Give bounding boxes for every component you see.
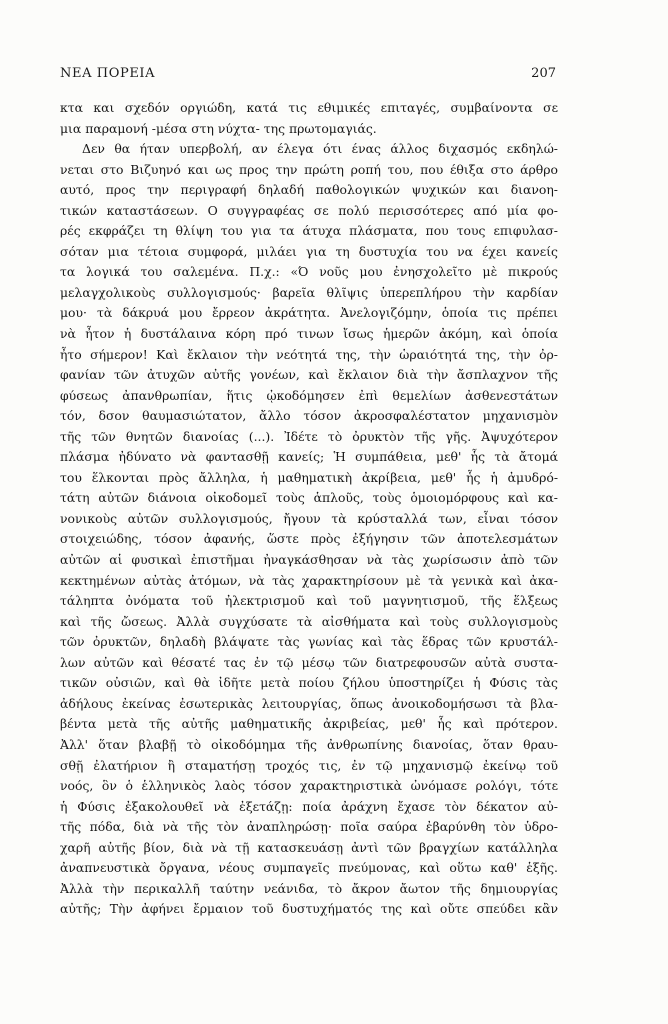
- text-line: σόταν μια τέτοια συμφορά, μιλάει για τη δυστυχία του να έχει κανείς: [60, 243, 558, 259]
- text-line: κεκτημένων αὐτὰς ἀτόμων, νὰ τὰς χαρακτηρίσουν μὲ τὰ γενικὰ καὶ ἀκα-: [60, 572, 558, 588]
- text-line: πλάσμα ἠδύνατο νὰ φαντασθῇ κανείς; Ἡ συμπάθεια, μεθ' ἧς τὰ ἄτομά: [60, 449, 558, 465]
- text-line: τῆς τῶν θνητῶν διανοίας (...). Ἰδέτε τὸ ὀρυκτὸν τῆς γῆς. Ἀψυχότερον: [60, 428, 558, 444]
- text-line: τῶν ὀρυκτῶν, δηλαδὴ βλάψατε τὰς γωνίας καὶ τὰς ἕδρας τῶν κρυστάλ-: [60, 634, 558, 650]
- text-line: στοιχειώδης, τόσον ἀφανής, ὥστε πρὸς ἐξήγησιν τῶν ἀποτελεσμάτων: [60, 531, 558, 547]
- text-line: φύσεως ἀπανθρωπίαν, ἥτις ᾠκοδόμησεν ἐπὶ θεμελίων ἀσθενεστάτων: [60, 387, 558, 403]
- text-line: χαρῆ αὐτῆς βίον, διὰ νὰ τῇ κατασκευάσῃ ἀντὶ τῶν βραγχίων κατάλληλα: [60, 839, 558, 855]
- text-line: τόν, δσον θαυμασιώτατον, ἄλλο τόσον ἀκροσφαλέστατον μηχανισμὸν: [60, 408, 558, 424]
- text-line: ρές εκφράζει τη θλίψη του για τα άτυχα πλάσματα, που τους επιφυλασ-: [60, 223, 558, 239]
- text-line: φανίαν τῶν ἀτυχῶν αὐτῆς γονέων, καὶ ἔκλαιον διὰ τὴν ἄσπλαχνον τῆς: [60, 367, 558, 383]
- text-line: ἀναπνευστικὰ ὄργανα, νέους συμπαγεῖς πνεύμονας, καὶ οὕτω καθ' ἑξῆς.: [60, 860, 558, 876]
- text-line: σθῇ ἐλατήριον ἢ σταματήσῃ τροχός τις, ἐν τῷ μηχανισμῷ ἐκείνῳ τοῦ: [60, 757, 558, 773]
- text-line: ἡ Φύσις ἐξακολουθεῖ νὰ ἐξετάζῃ: ποία ἀράχνη ἔχασε τὸν δέκατον αὐ-: [60, 798, 558, 814]
- text-line: βέντα μετὰ τῆς αὐτῆς μαθηματικῆς ἀκριβείας, μεθ' ἧς καὶ πρότερον.: [60, 716, 558, 732]
- text-line: αὐτῶν αἱ φυσικαὶ ἐπιστῆμαι ἠναγκάσθησαν νὰ τὰς χωρίσωσιν ἀπὸ τῶν: [60, 552, 558, 568]
- text-line: τάτη αὐτῶν διάνοια οἰκοδομεῖ τοὺς ἁπλοῦς, τοὺς ὁμοιομόρφους καὶ κα-: [60, 490, 558, 506]
- text-line: κτα και σχεδόν οργιώδη, κατά τις εθιμικές επιταγές, συμβαίνοντα σε: [60, 100, 558, 115]
- text-line: νὰ ἦτον ἡ δυστάλαινα κόρη πρό τινων ἴσως ἡμερῶν ἀκόμη, καὶ ὁποία: [60, 326, 558, 342]
- text-line: αυτό, προς την περιγραφή δηλαδή παθολογικών ψυχικών και διανοη-: [60, 182, 558, 198]
- text-line: τικών καταστάσεων. Ο συγγραφέας σε πολύ περισσότερες από μία φο-: [60, 202, 558, 218]
- text-line: Ἀλλὰ τὴν περικαλλῆ ταύτην νεάνιδα, τὸ ἄκρον ἄωτον τῆς δημιουργίας: [60, 880, 558, 896]
- text-line: μελαγχολικοὺς συλλογισμούς· βαρεῖα θλῖψις ὑπερεπλήρου τὴν καρδίαν: [60, 284, 558, 300]
- text-line: καὶ τῆς ὤσεως. Ἀλλὰ συγχύσατε τὰ αἰσθήματα καὶ τοὺς συλλογισμοὺς: [60, 613, 558, 629]
- text-line: Δεν θα ήταν υπερβολή, αν έλεγα ότι ένας άλλος διχασμός εκδηλώ-: [82, 141, 558, 157]
- text-line: νεται στο Βιζυηνό και ως προς την πρώτη ροπή του, που έθιξα στο άρθρο: [60, 161, 558, 177]
- text-line: τάληπτα ὀνόματα τοῦ ἠλεκτρισμοῦ καὶ τοῦ μαγνητισμοῦ, τῆς ἕλξεως: [60, 593, 558, 609]
- body-text: [60, 98, 558, 920]
- text-line: τῆς πόδα, διὰ νὰ τῆς τὸν ἀναπληρώσῃ· ποῖα σαύρα ἐβαρύνθη τὸν ὑδρο-: [60, 819, 558, 835]
- text-line: ἦτο σήμερον! Καὶ ἔκλαιον τὴν νεότητά της, τὴν ὡραιότητά της, τὴν ὀρ-: [60, 346, 558, 362]
- text-line: μια παραμονή -μέσα στη νύχτα- της πρωτομαγιάς.: [60, 120, 377, 136]
- text-line: νονικοὺς αὐτῶν συλλογισμούς, ἤγουν τὰ κρύσταλλά των, εἶναι τόσον: [60, 510, 558, 526]
- text-line: μου· τὰ δάκρυά μου ἔρρεον ἀκράτητα. Ἀνελογιζόμην, ὁποία τις πρέπει: [60, 305, 558, 321]
- text-line: τικῶν οὐσιῶν, καὶ θὰ ἰδῆτε μετὰ ποίου ζήλου ὑποστηρίζει ἡ Φύσις τὰς: [60, 675, 558, 691]
- running-title: ΝΕΑ ΠΟΡΕΙΑ: [60, 66, 156, 81]
- page-number: 207: [531, 66, 556, 81]
- text-line: λων αὐτῶν καὶ θέσατέ τας ἐν τῷ μέσῳ τῶν διατρεφουσῶν αὐτὰ συστα-: [60, 654, 558, 670]
- text-line: του ἕλκονται πρὸς ἄλληλα, ἡ μαθηματικὴ ἀκρίβεια, μεθ' ἧς ἡ ἀμυδρό-: [60, 469, 558, 485]
- text-line: ἀδήλους ἐκείνας ἐσωτερικὰς λειτουργίας, ὅπως ἀνοικοδομήσωσι τὰ βλα-: [60, 695, 558, 711]
- text-line: Ἀλλ' ὅταν βλαβῇ τὸ οἰκοδόμημα τῆς ἀνθρωπίνης διανοίας, ὅταν θραυ-: [60, 736, 558, 752]
- text-line: τα λογικά του σαλεμένα. Π.χ.: «Ό νοῦς μου ἐνησχολεῖτο μὲ πικρούς: [60, 264, 558, 280]
- text-line: νοός, ὃν ὁ ἑλληνικὸς λαὸς τόσον χαρακτηριστικὰ ὠνόμασε ρολόγι, τότε: [60, 778, 558, 794]
- text-line: αὐτῆς; Τὴν ἀφήνει ἔρμαιον τοῦ δυστυχήματός της καὶ οὔτε σπεύδει κἂν: [60, 901, 558, 917]
